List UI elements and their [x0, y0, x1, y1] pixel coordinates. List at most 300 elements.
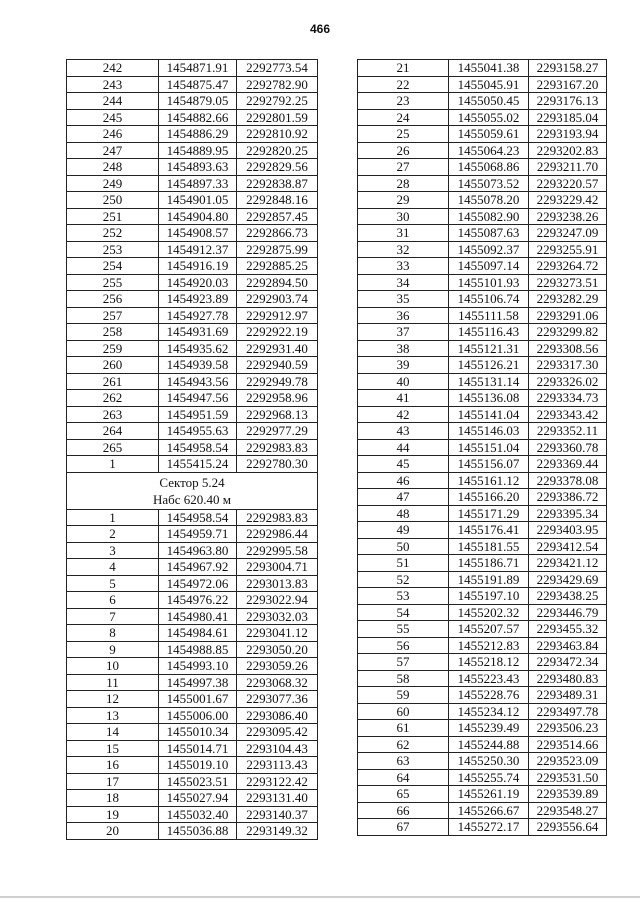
x-coordinate-cell: 1455032.40: [159, 806, 237, 823]
x-coordinate-cell: 1455010.34: [159, 724, 237, 741]
point-number-cell: 38: [358, 340, 449, 357]
table-body-left-top: [67, 60, 318, 473]
x-coordinate-cell: 1455126.21: [449, 357, 529, 374]
table-row: [358, 274, 607, 291]
y-coordinate-cell: 2292792.25: [237, 93, 318, 110]
point-number-cell: 262: [67, 390, 159, 407]
x-coordinate-cell: 1455197.10: [449, 588, 529, 605]
table-row: [358, 258, 607, 275]
table-row: [358, 736, 607, 753]
table-row: [358, 456, 607, 473]
x-coordinate-cell: 1454871.91: [159, 60, 237, 77]
point-number-cell: 260: [67, 357, 159, 374]
table-row: [358, 357, 607, 374]
y-coordinate-cell: 2293158.27: [529, 60, 607, 77]
point-number-cell: 63: [358, 753, 449, 770]
point-number-cell: 41: [358, 390, 449, 407]
table-row: [358, 291, 607, 308]
table-row: [67, 526, 318, 543]
y-coordinate-cell: 2293202.83: [529, 142, 607, 159]
point-number-cell: 17: [67, 773, 159, 790]
y-coordinate-cell: 2293086.40: [237, 707, 318, 724]
point-number-cell: 6: [67, 592, 159, 609]
table-row: [67, 357, 318, 374]
y-coordinate-cell: 2293131.40: [237, 790, 318, 807]
point-number-cell: 4: [67, 559, 159, 576]
x-coordinate-cell: 1455272.17: [449, 819, 529, 836]
y-coordinate-cell: 2293308.56: [529, 340, 607, 357]
y-coordinate-cell: 2293291.06: [529, 307, 607, 324]
x-coordinate-cell: 1455121.31: [449, 340, 529, 357]
y-coordinate-cell: 2293480.83: [529, 670, 607, 687]
y-coordinate-cell: 2293326.02: [529, 373, 607, 390]
table-row: [67, 225, 318, 242]
point-number-cell: 43: [358, 423, 449, 440]
table-row: [67, 806, 318, 823]
point-number-cell: 249: [67, 175, 159, 192]
y-coordinate-cell: 2293299.82: [529, 324, 607, 341]
point-number-cell: 39: [358, 357, 449, 374]
x-coordinate-cell: 1455250.30: [449, 753, 529, 770]
point-number-cell: 246: [67, 126, 159, 143]
x-coordinate-cell: 1455116.43: [449, 324, 529, 341]
x-coordinate-cell: 1455176.41: [449, 522, 529, 539]
table-row: [67, 241, 318, 258]
point-number-cell: 52: [358, 571, 449, 588]
point-number-cell: 250: [67, 192, 159, 209]
y-coordinate-cell: 2293489.31: [529, 687, 607, 704]
x-coordinate-cell: 1455181.55: [449, 538, 529, 555]
table-row: [67, 724, 318, 741]
y-coordinate-cell: 2292968.13: [237, 406, 318, 423]
table-row: [358, 225, 607, 242]
table-row: [358, 60, 607, 77]
table-row: [67, 373, 318, 390]
y-coordinate-cell: 2293122.42: [237, 773, 318, 790]
y-coordinate-cell: 2293472.34: [529, 654, 607, 671]
point-number-cell: 253: [67, 241, 159, 258]
x-coordinate-cell: 1455415.24: [159, 456, 237, 473]
table-row: [67, 509, 318, 526]
coordinates-table-left: [66, 59, 318, 840]
point-number-cell: 26: [358, 142, 449, 159]
y-coordinate-cell: 2292922.19: [237, 324, 318, 341]
x-coordinate-cell: 1454972.06: [159, 575, 237, 592]
y-coordinate-cell: 2293140.37: [237, 806, 318, 823]
y-coordinate-cell: 2293352.11: [529, 423, 607, 440]
table-row: [358, 159, 607, 176]
table-row: [67, 208, 318, 225]
point-number-cell: 251: [67, 208, 159, 225]
point-number-cell: 3: [67, 542, 159, 559]
y-coordinate-cell: 2293004.71: [237, 559, 318, 576]
point-number-cell: 30: [358, 208, 449, 225]
y-coordinate-cell: 2292977.29: [237, 423, 318, 440]
x-coordinate-cell: 1455156.07: [449, 456, 529, 473]
x-coordinate-cell: 1455041.38: [449, 60, 529, 77]
table-row: [67, 340, 318, 357]
point-number-cell: 14: [67, 724, 159, 741]
y-coordinate-cell: 2293050.20: [237, 641, 318, 658]
x-coordinate-cell: 1455202.32: [449, 604, 529, 621]
point-number-cell: 45: [358, 456, 449, 473]
x-coordinate-cell: 1454943.56: [159, 373, 237, 390]
x-coordinate-cell: 1455014.71: [159, 740, 237, 757]
table-row: [358, 109, 607, 126]
point-number-cell: 65: [358, 786, 449, 803]
y-coordinate-cell: 2293360.78: [529, 439, 607, 456]
table-row: [67, 575, 318, 592]
page-number: 466: [309, 22, 331, 36]
x-coordinate-cell: 1455055.02: [449, 109, 529, 126]
y-coordinate-cell: 2293068.32: [237, 674, 318, 691]
x-coordinate-cell: 1454963.80: [159, 542, 237, 559]
y-coordinate-cell: 2293403.95: [529, 522, 607, 539]
y-coordinate-cell: 2293421.12: [529, 555, 607, 572]
point-number-cell: 22: [358, 76, 449, 93]
y-coordinate-cell: 2293104.43: [237, 740, 318, 757]
x-coordinate-cell: 1455068.86: [449, 159, 529, 176]
y-coordinate-cell: 2293514.66: [529, 736, 607, 753]
table-row: [358, 390, 607, 407]
coordinates-table-right: [357, 59, 607, 836]
point-number-cell: 31: [358, 225, 449, 242]
table-row: [67, 390, 318, 407]
table-row: [358, 406, 607, 423]
point-number-cell: 10: [67, 658, 159, 675]
point-number-cell: 12: [67, 691, 159, 708]
point-number-cell: 28: [358, 175, 449, 192]
x-coordinate-cell: 1455045.91: [449, 76, 529, 93]
point-number-cell: 243: [67, 76, 159, 93]
x-coordinate-cell: 1454882.66: [159, 109, 237, 126]
point-number-cell: 48: [358, 505, 449, 522]
y-coordinate-cell: 2292866.73: [237, 225, 318, 242]
point-number-cell: 58: [358, 670, 449, 687]
point-number-cell: 11: [67, 674, 159, 691]
x-coordinate-cell: 1455111.58: [449, 307, 529, 324]
y-coordinate-cell: 2293167.20: [529, 76, 607, 93]
y-coordinate-cell: 2293556.64: [529, 819, 607, 836]
table-row: [67, 76, 318, 93]
y-coordinate-cell: 2292801.59: [237, 109, 318, 126]
table-row: [67, 93, 318, 110]
x-coordinate-cell: 1454984.61: [159, 625, 237, 642]
section-title: Сектор 5.24: [159, 474, 225, 490]
point-number-cell: 261: [67, 373, 159, 390]
y-coordinate-cell: 2293059.26: [237, 658, 318, 675]
y-coordinate-cell: 2292782.90: [237, 76, 318, 93]
point-number-cell: 2: [67, 526, 159, 543]
y-coordinate-cell: 2293438.25: [529, 588, 607, 605]
table-row: [358, 621, 607, 638]
y-coordinate-cell: 2293378.08: [529, 472, 607, 489]
y-coordinate-cell: 2293013.83: [237, 575, 318, 592]
y-coordinate-cell: 2293229.42: [529, 192, 607, 209]
table-row: [67, 674, 318, 691]
y-coordinate-cell: 2292829.56: [237, 159, 318, 176]
point-number-cell: 247: [67, 142, 159, 159]
y-coordinate-cell: 2293523.09: [529, 753, 607, 770]
table-row: [358, 93, 607, 110]
x-coordinate-cell: 1455001.67: [159, 691, 237, 708]
x-coordinate-cell: 1455212.83: [449, 637, 529, 654]
x-coordinate-cell: 1455244.88: [449, 736, 529, 753]
table-row: [358, 324, 607, 341]
y-coordinate-cell: 2292780.30: [237, 456, 318, 473]
point-number-cell: 50: [358, 538, 449, 555]
x-coordinate-cell: 1455101.93: [449, 274, 529, 291]
point-number-cell: 57: [358, 654, 449, 671]
y-coordinate-cell: 2292848.16: [237, 192, 318, 209]
point-number-cell: 19: [67, 806, 159, 823]
table-row: [358, 142, 607, 159]
point-number-cell: 256: [67, 291, 159, 308]
x-coordinate-cell: 1454886.29: [159, 126, 237, 143]
point-number-cell: 66: [358, 802, 449, 819]
point-number-cell: 42: [358, 406, 449, 423]
point-number-cell: 13: [67, 707, 159, 724]
point-number-cell: 265: [67, 439, 159, 456]
point-number-cell: 37: [358, 324, 449, 341]
x-coordinate-cell: 1455064.23: [449, 142, 529, 159]
y-coordinate-cell: 2293255.91: [529, 241, 607, 258]
x-coordinate-cell: 1455218.12: [449, 654, 529, 671]
point-number-cell: 15: [67, 740, 159, 757]
point-number-cell: 35: [358, 291, 449, 308]
point-number-cell: 258: [67, 324, 159, 341]
point-number-cell: 5: [67, 575, 159, 592]
x-coordinate-cell: 1454901.05: [159, 192, 237, 209]
table-row: [67, 142, 318, 159]
point-number-cell: 49: [358, 522, 449, 539]
table-row: [358, 786, 607, 803]
point-number-cell: 25: [358, 126, 449, 143]
x-coordinate-cell: 1455006.00: [159, 707, 237, 724]
table-row: [67, 423, 318, 440]
x-coordinate-cell: 1454951.59: [159, 406, 237, 423]
point-number-cell: 24: [358, 109, 449, 126]
y-coordinate-cell: 2293343.42: [529, 406, 607, 423]
table-row: [67, 126, 318, 143]
point-number-cell: 16: [67, 757, 159, 774]
x-coordinate-cell: 1455171.29: [449, 505, 529, 522]
table-row: [358, 175, 607, 192]
table-row: [67, 542, 318, 559]
x-coordinate-cell: 1455027.94: [159, 790, 237, 807]
y-coordinate-cell: 2292857.45: [237, 208, 318, 225]
point-number-cell: 47: [358, 489, 449, 506]
y-coordinate-cell: 2293455.32: [529, 621, 607, 638]
point-number-cell: 64: [358, 769, 449, 786]
y-coordinate-cell: 2292983.83: [237, 509, 318, 526]
x-coordinate-cell: 1455036.88: [159, 823, 237, 840]
table-row: [67, 109, 318, 126]
y-coordinate-cell: 2293211.70: [529, 159, 607, 176]
y-coordinate-cell: 2293273.51: [529, 274, 607, 291]
y-coordinate-cell: 2293113.43: [237, 757, 318, 774]
section-subtitle: Набс 620.40 м: [152, 491, 232, 507]
x-coordinate-cell: 1454920.03: [159, 274, 237, 291]
table-row: [358, 753, 607, 770]
point-number-cell: 40: [358, 373, 449, 390]
table-row: [358, 307, 607, 324]
x-coordinate-cell: 1455082.90: [449, 208, 529, 225]
point-number-cell: 54: [358, 604, 449, 621]
table-row: [358, 604, 607, 621]
x-coordinate-cell: 1455239.49: [449, 720, 529, 737]
table-row: [67, 773, 318, 790]
y-coordinate-cell: 2292838.87: [237, 175, 318, 192]
table-row: [358, 637, 607, 654]
y-coordinate-cell: 2293238.26: [529, 208, 607, 225]
x-coordinate-cell: 1454935.62: [159, 340, 237, 357]
x-coordinate-cell: 1455266.67: [449, 802, 529, 819]
y-coordinate-cell: 2293386.72: [529, 489, 607, 506]
y-coordinate-cell: 2292931.40: [237, 340, 318, 357]
y-coordinate-cell: 2293220.57: [529, 175, 607, 192]
point-number-cell: 242: [67, 60, 159, 77]
point-number-cell: 263: [67, 406, 159, 423]
table-row: [358, 489, 607, 506]
point-number-cell: 67: [358, 819, 449, 836]
x-coordinate-cell: 1455223.43: [449, 670, 529, 687]
point-number-cell: 34: [358, 274, 449, 291]
x-coordinate-cell: 1454959.71: [159, 526, 237, 543]
table-row: [358, 522, 607, 539]
table-row: [67, 658, 318, 675]
x-coordinate-cell: 1454893.63: [159, 159, 237, 176]
point-number-cell: 46: [358, 472, 449, 489]
x-coordinate-cell: 1455106.74: [449, 291, 529, 308]
point-number-cell: 33: [358, 258, 449, 275]
x-coordinate-cell: 1455078.20: [449, 192, 529, 209]
table-row: [67, 159, 318, 176]
table-row: [67, 456, 318, 473]
point-number-cell: 59: [358, 687, 449, 704]
x-coordinate-cell: 1455131.14: [449, 373, 529, 390]
point-number-cell: 23: [358, 93, 449, 110]
x-coordinate-cell: 1454889.95: [159, 142, 237, 159]
table-row: [67, 608, 318, 625]
table-row: [358, 208, 607, 225]
table-row: [358, 192, 607, 209]
x-coordinate-cell: 1454993.10: [159, 658, 237, 675]
x-coordinate-cell: 1454988.85: [159, 641, 237, 658]
table-row: [67, 258, 318, 275]
point-number-cell: 36: [358, 307, 449, 324]
table-row: [358, 472, 607, 489]
y-coordinate-cell: 2292986.44: [237, 526, 318, 543]
y-coordinate-cell: 2292810.92: [237, 126, 318, 143]
x-coordinate-cell: 1454980.41: [159, 608, 237, 625]
table-row: [67, 274, 318, 291]
table-row: [67, 707, 318, 724]
table-row: [358, 687, 607, 704]
point-number-cell: 8: [67, 625, 159, 642]
table-row: [67, 175, 318, 192]
table-row: [67, 559, 318, 576]
table-row: [67, 324, 318, 341]
point-number-cell: 259: [67, 340, 159, 357]
y-coordinate-cell: 2293317.30: [529, 357, 607, 374]
y-coordinate-cell: 2293446.79: [529, 604, 607, 621]
table-row: [67, 307, 318, 324]
y-coordinate-cell: 2292903.74: [237, 291, 318, 308]
y-coordinate-cell: 2292912.97: [237, 307, 318, 324]
x-coordinate-cell: 1455191.89: [449, 571, 529, 588]
table-row: [358, 670, 607, 687]
x-coordinate-cell: 1454955.63: [159, 423, 237, 440]
point-number-cell: 29: [358, 192, 449, 209]
x-coordinate-cell: 1455161.12: [449, 472, 529, 489]
point-number-cell: 53: [358, 588, 449, 605]
y-coordinate-cell: 2293095.42: [237, 724, 318, 741]
table-row: [67, 823, 318, 840]
x-coordinate-cell: 1454939.58: [159, 357, 237, 374]
y-coordinate-cell: 2293369.44: [529, 456, 607, 473]
point-number-cell: 32: [358, 241, 449, 258]
x-coordinate-cell: 1454967.92: [159, 559, 237, 576]
point-number-cell: 245: [67, 109, 159, 126]
y-coordinate-cell: 2293395.34: [529, 505, 607, 522]
y-coordinate-cell: 2292958.96: [237, 390, 318, 407]
x-coordinate-cell: 1454958.54: [159, 509, 237, 526]
point-number-cell: 1: [67, 509, 159, 526]
point-number-cell: 44: [358, 439, 449, 456]
x-coordinate-cell: 1454875.47: [159, 76, 237, 93]
point-number-cell: 21: [358, 60, 449, 77]
y-coordinate-cell: 2293149.32: [237, 823, 318, 840]
table-row: [358, 76, 607, 93]
y-coordinate-cell: 2293282.29: [529, 291, 607, 308]
y-coordinate-cell: 2293247.09: [529, 225, 607, 242]
y-coordinate-cell: 2293531.50: [529, 769, 607, 786]
y-coordinate-cell: 2293193.94: [529, 126, 607, 143]
y-coordinate-cell: 2293506.23: [529, 720, 607, 737]
table-row: [358, 538, 607, 555]
x-coordinate-cell: 1454997.38: [159, 674, 237, 691]
x-coordinate-cell: 1455023.51: [159, 773, 237, 790]
point-number-cell: 7: [67, 608, 159, 625]
x-coordinate-cell: 1455097.14: [449, 258, 529, 275]
table-row: [67, 691, 318, 708]
table-row: [358, 373, 607, 390]
table-row: [67, 406, 318, 423]
table-row: [67, 641, 318, 658]
x-coordinate-cell: 1454908.57: [159, 225, 237, 242]
point-number-cell: 244: [67, 93, 159, 110]
y-coordinate-cell: 2293548.27: [529, 802, 607, 819]
table-row: [358, 126, 607, 143]
table-row: [358, 439, 607, 456]
x-coordinate-cell: 1455151.04: [449, 439, 529, 456]
x-coordinate-cell: 1454912.37: [159, 241, 237, 258]
point-number-cell: 252: [67, 225, 159, 242]
y-coordinate-cell: 2293497.78: [529, 703, 607, 720]
table-row: [358, 241, 607, 258]
table-row: [358, 819, 607, 836]
y-coordinate-cell: 2293539.89: [529, 786, 607, 803]
point-number-cell: 60: [358, 703, 449, 720]
point-number-cell: 248: [67, 159, 159, 176]
y-coordinate-cell: 2292983.83: [237, 439, 318, 456]
table-row: [358, 769, 607, 786]
table-row: [358, 340, 607, 357]
y-coordinate-cell: 2292949.78: [237, 373, 318, 390]
table-body-right: [358, 60, 607, 836]
x-coordinate-cell: 1454947.56: [159, 390, 237, 407]
